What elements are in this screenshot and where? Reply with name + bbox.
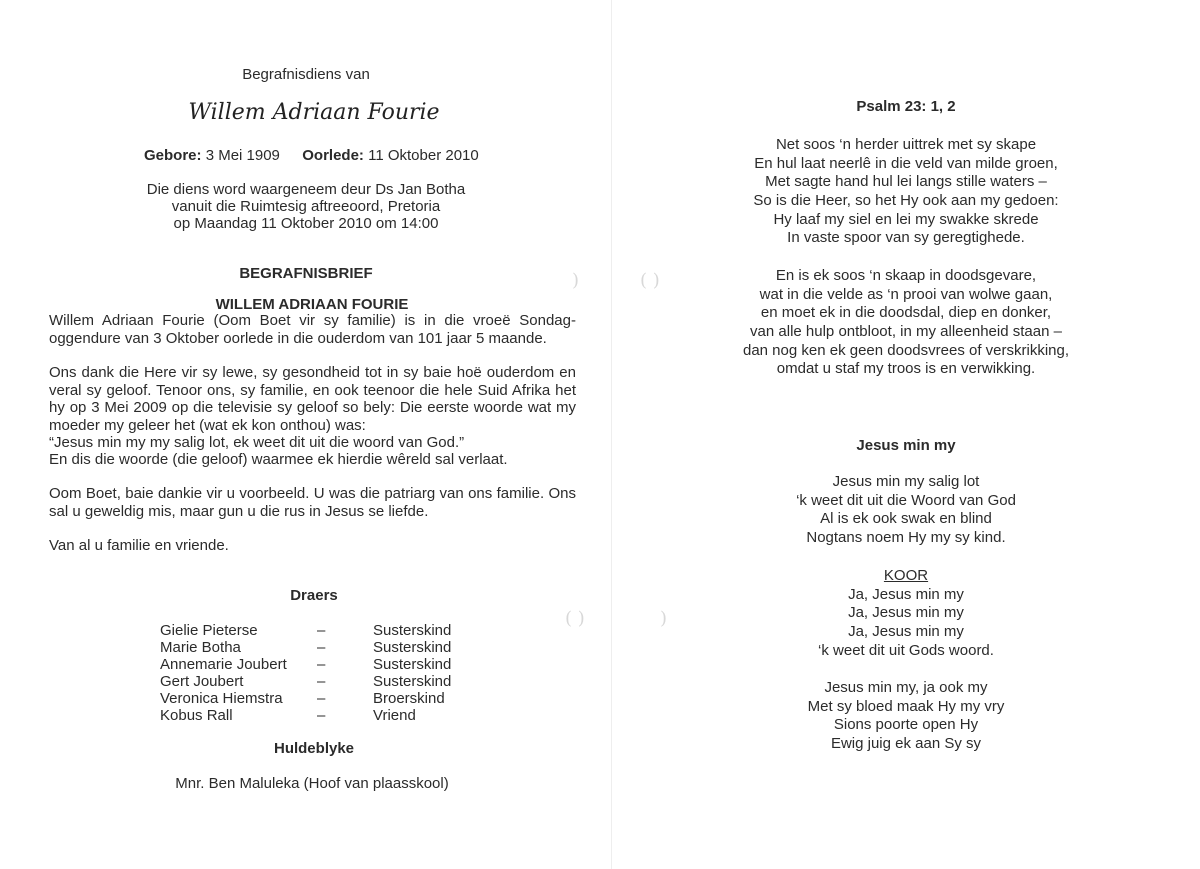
verse-line: Met sy bloed maak Hy my vry (807, 697, 1005, 715)
tribute-entry: Mnr. Ben Maluleka (Hoof van plaasskool) (175, 775, 449, 792)
bearer-relation: Susterskind (373, 673, 452, 690)
deceased-name: Willem Adriaan Fourie (188, 100, 440, 125)
letter-paragraph-3: Oom Boet, baie dankie vir u voorbeeld. U was die patriarg van ons familie. Ons sal u geweldig mis, maar gun u die rus in Jesus se liefde. (49, 485, 576, 520)
verse-line: omdat u staf my troos is en verwikking. (776, 360, 1036, 378)
bearer-dash: – (317, 656, 326, 673)
verse-line: dan nog ken ek geen doodsvrees of verskrikking, (742, 341, 1070, 359)
bearer-relation: Susterskind (373, 639, 452, 656)
bearer-dash: – (317, 690, 326, 707)
service-line-2: vanuit die Ruimtesig aftreeoord, Pretoria (171, 198, 441, 215)
margin-mark: ) (572, 270, 580, 291)
verse-line: Ja, Jesus min my (848, 585, 964, 603)
bearer-name: Gert Joubert (160, 673, 244, 690)
verse-line: ‘k weet dit uit Gods woord. (818, 641, 994, 659)
verse-line: ‘k weet dit uit die Woord van God (796, 491, 1016, 509)
tributes-heading: Huldeblyke (273, 740, 355, 757)
verse-line: Ja, Jesus min my (848, 604, 964, 622)
bearer-relation: Susterskind (373, 622, 452, 639)
verse-line: En is ek soos ‘n skaap in doodsgevare, (775, 267, 1037, 284)
margin-mark: ( ) (565, 608, 585, 629)
service-heading: Begrafnisdiens van (242, 66, 370, 83)
margin-mark: ) (660, 608, 668, 629)
psalm-stanza-2 (612, 267, 1200, 379)
died-label: Oorlede: (302, 147, 364, 164)
verse-line: Nogtans noem Hy my sy kind. (806, 529, 1006, 547)
bearer-dash: – (317, 622, 326, 639)
born-label: Gebore: (144, 147, 202, 164)
verse-line: Al is ek ook swak en blind (820, 510, 992, 528)
chorus (612, 567, 1200, 660)
verse-line: In vaste spoor van sy geregtighede. (787, 229, 1025, 247)
letter-paragraph-1: Willem Adriaan Fourie (Oom Boet vir sy familie) is in die vroeë Sondag-oggendure van 3 Oktober oorlede in die ouderdom van 101 jaar 5 maande. (49, 312, 576, 347)
verse-line: Sions poorte open Hy (833, 716, 979, 734)
dates-line (144, 147, 479, 164)
verse-line: Ewig juig ek aan Sy sy (830, 735, 982, 753)
letter-paragraph-2: Ons dank die Here vir sy lewe, sy gesondheid tot in sy baie hoë ouderdom en veral sy geloof. Tenoor ons, sy familie, en ook teenoor die hele Suid Afrika het hy op 3 Mei 2009 op die televisie sy geloof so bely: Die eerste woorde wat my moeder my geleer het (wat ek kon onthou) was: (49, 364, 576, 434)
verse-line: van alle hulp ontbloot, in my alleenheid staan – (750, 323, 1062, 341)
letter-quote: “Jesus min my my salig lot, ek weet dit uit die woord van God.” (49, 434, 465, 451)
chorus-label: KOOR (883, 567, 929, 584)
margin-mark: ( ) (640, 270, 660, 291)
bearer-name: Marie Botha (160, 639, 241, 656)
service-line-1: Die diens word waargeneem deur Ds Jan Botha (146, 181, 466, 198)
verse-line: en moet ek in die doodsdal, diep en donker, (760, 304, 1052, 322)
verse-line: Hy laaf my siel en lei my swakke skrede (773, 210, 1039, 228)
bearer-relation: Broerskind (373, 690, 445, 707)
letter-name: WILLEM ADRIAAN FOURIE (215, 296, 409, 313)
psalm-heading: Psalm 23: 1, 2 (856, 98, 956, 115)
hymn-stanza-2 (612, 679, 1200, 754)
psalm-stanza-1 (612, 136, 1200, 248)
bearer-name: Veronica Hiemstra (160, 690, 283, 707)
bearer-dash: – (317, 673, 326, 690)
born-date: 3 Mei 1909 (205, 147, 280, 164)
letter-paragraph-2-end: En dis die woorde (die geloof) waarmee ek hierdie wêreld sal verlaat. (49, 451, 508, 468)
verse-line: Met sagte hand hul lei langs stille waters – (765, 173, 1047, 191)
letter-signoff: Van al u familie en vriende. (49, 537, 229, 554)
service-line-3: op Maandag 11 Oktober 2010 om 14:00 (173, 215, 439, 232)
bearer-dash: – (317, 639, 326, 656)
bearer-relation: Vriend (373, 707, 416, 724)
verse-line: wat in die velde as ‘n prooi van wolwe gaan, (759, 285, 1053, 303)
bearer-name: Gielie Pieterse (160, 622, 258, 639)
bearer-dash: – (317, 707, 326, 724)
verse-line: Ja, Jesus min my (848, 623, 964, 641)
verse-line: En hul laat neerlê in die veld van milde groen, (754, 154, 1058, 172)
verse-line: Net soos ‘n herder uittrek met sy skape (775, 136, 1037, 153)
bearer-name: Annemarie Joubert (160, 656, 287, 673)
verse-line: So is die Heer, so het Hy ook aan my gedoen: (753, 192, 1059, 210)
hymn-stanza-1 (612, 473, 1200, 548)
right-page (612, 0, 1200, 869)
bearer-name: Kobus Rall (160, 707, 233, 724)
verse-line: Jesus min my salig lot (832, 473, 980, 490)
letter-title: BEGRAFNISBRIEF (239, 265, 373, 282)
verse-line: Jesus min my, ja ook my (824, 679, 988, 696)
bearers-heading: Draers (290, 587, 338, 604)
died-date: 11 Oktober 2010 (368, 147, 479, 164)
bearer-relation: Susterskind (373, 656, 452, 673)
hymn-heading: Jesus min my (856, 437, 956, 454)
